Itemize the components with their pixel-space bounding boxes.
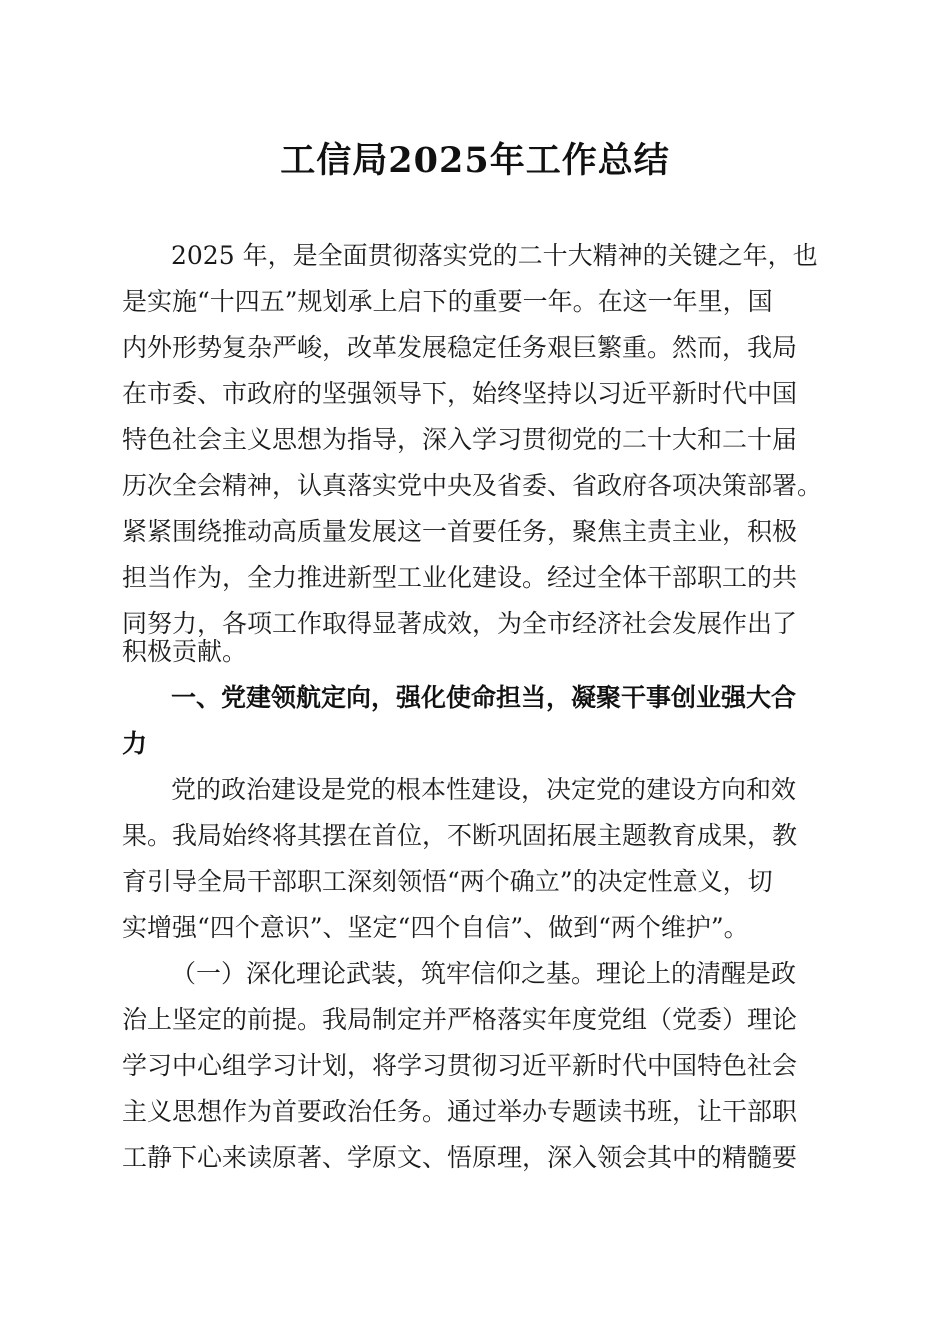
body-line: 学习中心组学习计划，将学习贯彻习近平新时代中国特色社会 (122, 1051, 798, 1080)
section-heading: 一、党建领航定向，强化使命担当，凝聚干事创业强大合 (171, 683, 797, 712)
body-line: 果。我局始终将其摆在首位，不断巩固拓展主题教育成果，教 (122, 821, 798, 850)
body-line: 工静下心来读原著、学原文、悟原理，深入领会其中的精髓要 (122, 1143, 798, 1172)
body-line: 党的政治建设是党的根本性建设，决定党的建设方向和效 (171, 775, 797, 804)
body-line: 治上坚定的前提。我局制定并严格落实年度党组（党委）理论 (122, 1005, 798, 1034)
body-line: 积极贡献。 (122, 637, 248, 666)
body-line: 在市委、市政府的坚强领导下，始终坚持以习近平新时代中国 (122, 379, 798, 408)
body-line: 紧紧围绕推动高质量发展这一首要任务，聚焦主责主业，积极 (122, 517, 798, 546)
body-line: 历次全会精神，认真落实党中央及省委、省政府各项决策部署。 (122, 471, 823, 500)
body-line: 2025 年，是全面贯彻落实党的二十大精神的关键之年，也 (171, 241, 818, 270)
body-line: 育引导全局干部职工深刻领悟“两个确立”的决定性意义，切 (122, 867, 773, 896)
body-line: 是实施“十四五”规划承上启下的重要一年。在这一年里，国 (122, 287, 773, 316)
document-title: 工信局2025年工作总结 (280, 140, 670, 181)
body-line: 主义思想作为首要政治任务。通过举办专题读书班，让干部职 (122, 1097, 798, 1126)
body-line: （一）深化理论武装，筑牢信仰之基。理论上的清醒是政 (171, 959, 797, 988)
body-line: 担当作为，全力推进新型工业化建设。经过全体干部职工的共 (122, 563, 798, 592)
section-heading: 力 (122, 729, 148, 758)
body-line: 同努力，各项工作取得显著成效，为全市经济社会发展作出了 (122, 609, 798, 638)
body-line: 内外形势复杂严峻，改革发展稳定任务艰巨繁重。然而，我局 (122, 333, 798, 362)
body-line: 特色社会主义思想为指导，深入学习贯彻党的二十大和二十届 (122, 425, 798, 454)
body-line: 实增强“四个意识”、坚定“四个自信”、做到“两个维护”。 (122, 913, 749, 942)
